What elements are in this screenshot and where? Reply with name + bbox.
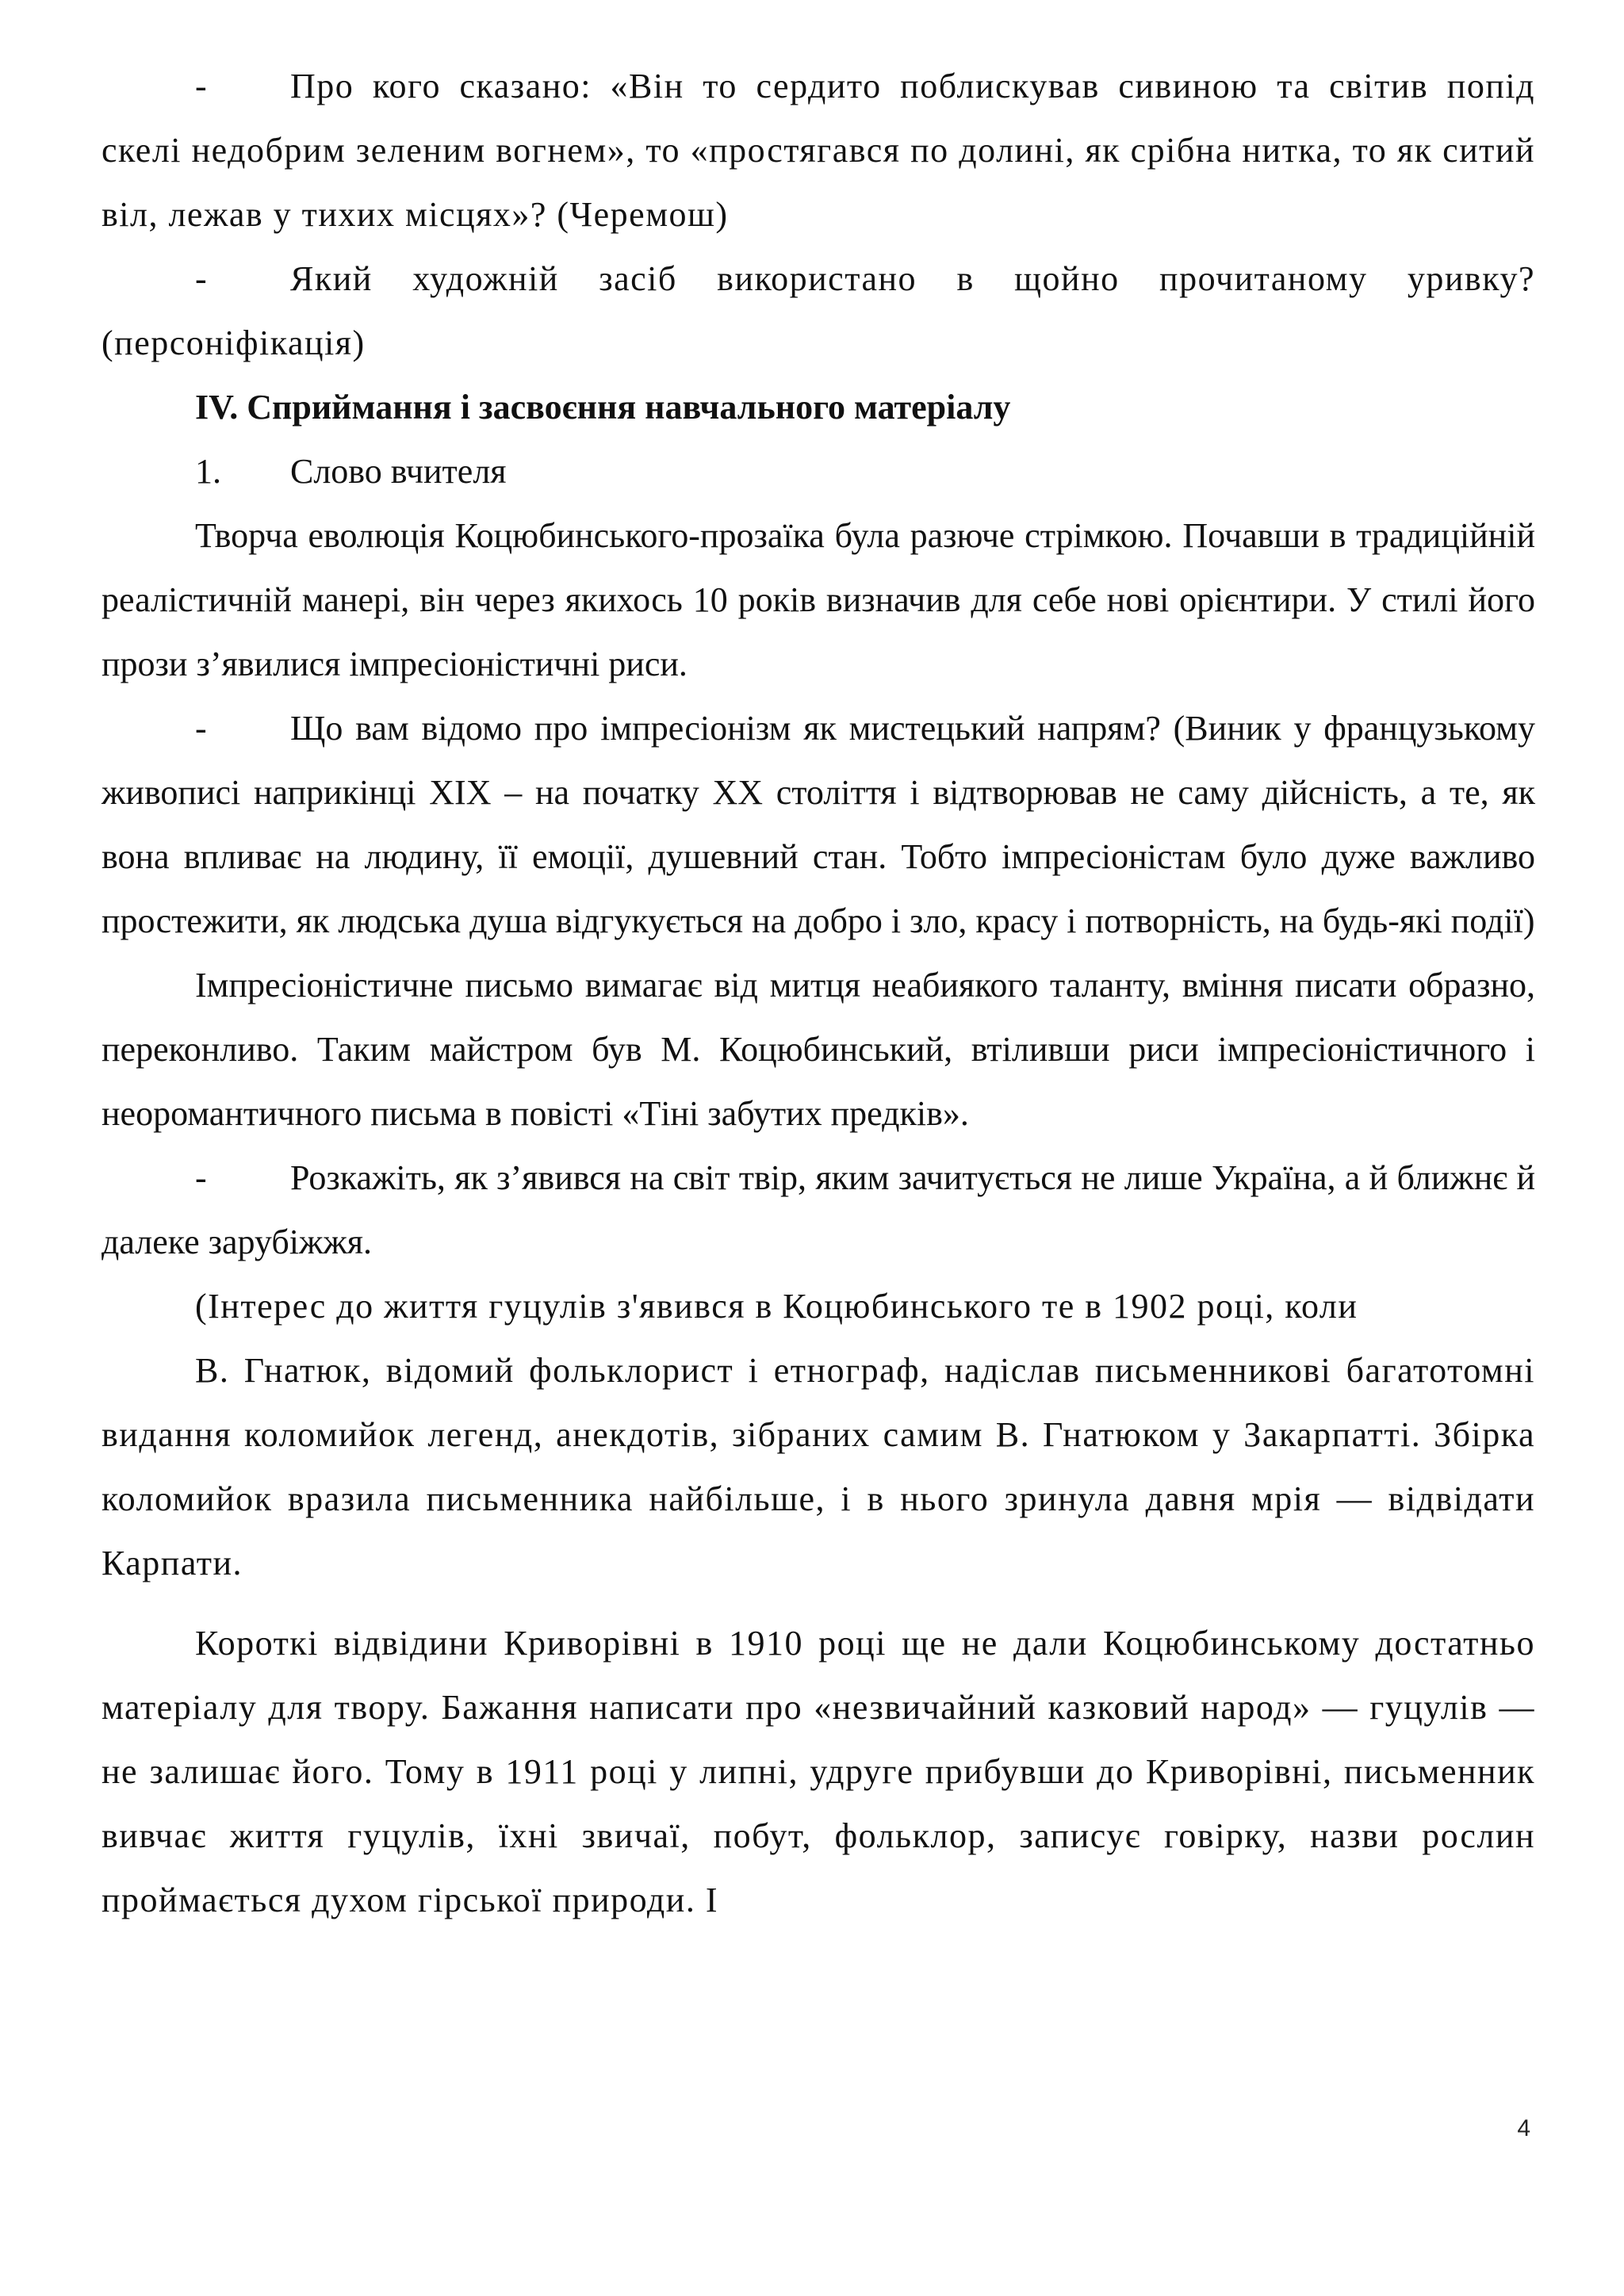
body-paragraph: (Інтерес до життя гуцулів з'явився в Коцюбинського те в 1902 році, коли	[195, 1287, 1358, 1326]
list-dash: -	[195, 67, 209, 105]
section-heading: IV. Сприймання і засвоєння навчального матеріалу	[195, 388, 1011, 427]
list-dash: -	[195, 1158, 207, 1197]
page-number: 4	[1517, 2115, 1530, 2141]
body-paragraph: Імпресіоністичне письмо вимагає від митця неабиякого таланту, вміння писати образно, переконливо. Таким майстром був М. Коцюбинський, втіливши риси імпресіоністичного і неоромантичного письма в повісті «Тіні забутих предків».	[102, 966, 1535, 1133]
body-paragraph: Короткі відвідини Криворівні в 1910 році ще не дали Коцюбинському достатньо матеріалу для твору. Бажання написати про «незвичайний казковий народ» — гуцулів — не залишає його. Тому в 1911 році у липні, удруге прибувши до Криворівні, письменник вивчає життя гуцулів, їхні звичаї, побут, фольклор, записує говірку, назви рослин проймається духом гірської природи. І	[102, 1624, 1535, 1919]
question-paragraph	[102, 696, 1535, 953]
question-text: Що вам відомо про імпресіонізм як мистецький напрям? (Виник у французькому живописі наприкінці XIX – на початку XX століття і відтворював не саму дійсність, а те, як вона впливає на людину, її емоції, душевний стан. Тобто імпресіоністам було дуже важливо простежити, як людська душа відгукується на добро і зло, красу і потворність, на будь-які події)	[102, 709, 1535, 940]
numbered-item	[102, 439, 1535, 503]
question-paragraph	[102, 1146, 1535, 1274]
question-text: Розкажіть, як з’явився на світ твір, яким зачитується не лише Україна, а й ближнє й далеке зарубіжжя.	[102, 1158, 1535, 1261]
question-paragraph	[102, 247, 1535, 375]
body-paragraph: Творча еволюція Коцюбинського-прозаїка була разюче стрімкою. Почавши в традиційній реалістичній манері, він через якихось 10 років визначив для себе нові орієнтири. У стилі його прози з’явилися імпресіоністичні риси.	[102, 516, 1535, 683]
list-dash: -	[195, 259, 209, 298]
question-paragraph	[102, 54, 1535, 247]
question-text: Про кого сказано: «Він то сердито поблискував сивиною та світив попід скелі недобрим зеленим вогнем», то «простягався по долині, як срібна нитка, то як ситий віл, лежав у тихих місцях»? (Черемош)	[102, 67, 1535, 234]
item-text: Слово вчителя	[290, 452, 507, 491]
item-number: 1.	[195, 452, 221, 491]
list-dash: -	[195, 709, 207, 748]
question-text: Який художній засіб використано в щойно прочитаному уривку? (персоніфікація)	[102, 259, 1535, 362]
body-paragraph: В. Гнатюк, відомий фольклорист і етнограф, надіслав письменникові багатотомні видання коломийок легенд, анекдотів, зібраних самим В. Гнатюком у Закарпатті. Збірка коломийок вразила письменника найбільше, і в нього зринула давня мрія — відвідати Карпати.	[102, 1351, 1535, 1582]
document-body	[102, 54, 1535, 1932]
